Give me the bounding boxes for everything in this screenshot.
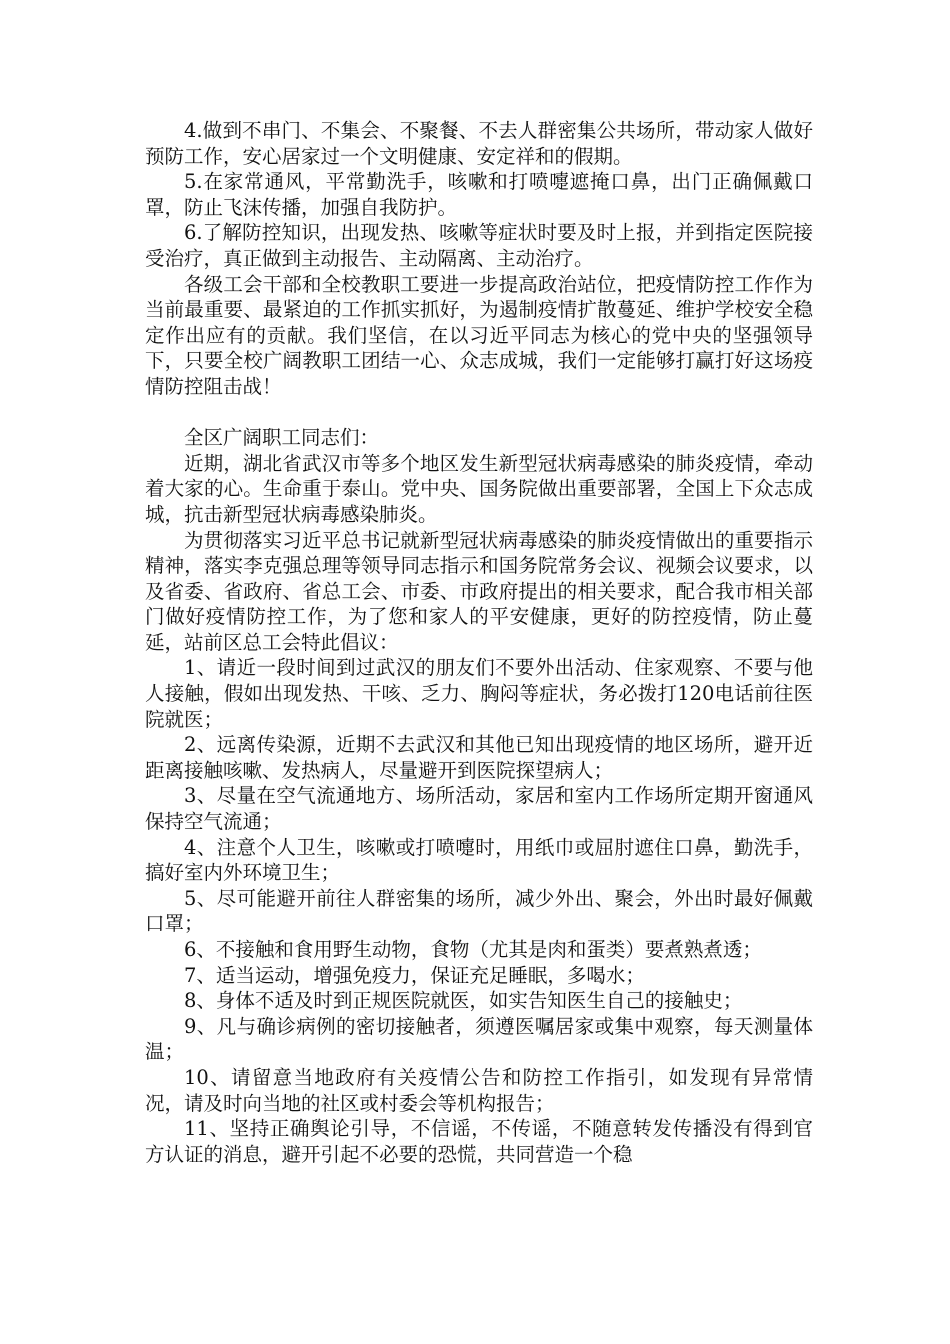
paragraph-measure-4: 4.做到不串门、不集会、不聚餐、不去人群密集公共场所，带动家人做好预防工作，安心居家过一个文明健康、安定祥和的假期。 xyxy=(145,119,813,168)
paragraph-proposal-intro: 为贯彻落实习近平总书记就新型冠状病毒感染的肺炎疫情做出的重要指示精神，落实李克强总理等领导同志指示和国务院常务会议、视频会议要求，以及省委、省政府、省总工会、市委、市政府提出的相关要求，配合我市相关部门做好疫情防控工作，为了您和家人的平安健康，更好的防控疫情，防止蔓延，站前区总工会特此倡议： xyxy=(145,528,813,654)
paragraph-item-9: 9、凡与确诊病例的密切接触者，须遵医嘱居家或集中观察，每天测量体温； xyxy=(145,1014,813,1064)
paragraph-item-1: 1、请近一段时间到过武汉的朋友们不要外出活动、住家观察、不要与他人接触，假如出现发热、干咳、乏力、胸闷等症状，务必拨打120电话前往医院就医； xyxy=(145,656,813,731)
paragraph-item-8: 8、身体不适及时到正规医院就医，如实告知医生自己的接触史； xyxy=(184,989,743,1013)
document-page xyxy=(145,118,813,1167)
paragraph-item-7: 7、适当运动，增强免疫力，保证充足睡眠，多喝水； xyxy=(184,963,645,987)
paragraph-item-2: 2、远离传染源，近期不去武汉和其他已知出现疫情的地区场所，避开近距离接触咳嗽、发热病人，尽量避开到医院探望病人； xyxy=(145,733,813,782)
paragraph-item-10: 10、请留意当地政府有关疫情公告和防控工作指引，如发现有异常情况，请及时向当地的社区或村委会等机构报告； xyxy=(145,1065,813,1115)
paragraph-item-11: 11、坚持正确舆论引导，不信谣，不传谣，不随意转发传播没有得到官方认证的消息，避开引起不必要的恐慌，共同营造一个稳 xyxy=(145,1117,813,1166)
paragraph-measure-5: 5.在家常通风，平常勤洗手，咳嗽和打喷嚏遮掩口鼻，出门正确佩戴口罩，防止飞沫传播，加强自我防护。 xyxy=(145,170,813,219)
paragraph-item-4: 4、注意个人卫生，咳嗽或打喷嚏时，用纸巾或屈肘遮住口鼻，勤洗手，搞好室内外环境卫生； xyxy=(145,835,813,885)
section-spacer xyxy=(145,400,813,426)
paragraph-item-6: 6、不接触和食用野生动物，食物（尤其是肉和蛋类）要煮熟煮透； xyxy=(184,938,762,961)
paragraph-item-3: 3、尽量在空气流通地方、场所活动，家居和室内工作场所定期开窗通风保持空气流通； xyxy=(145,784,813,834)
section-school-union-measures xyxy=(145,118,813,400)
paragraph-background: 近期，湖北省武汉市等多个地区发生新型冠状病毒感染的肺炎疫情，牵动着大家的心。生命重于泰山。党中央、国务院做出重要部署，全国上下众志成城，抗击新型冠状病毒感染肺炎。 xyxy=(145,451,813,526)
paragraph-measure-6: 6.了解防控知识，出现发热、咳嗽等症状时要及时上报，并到指定医院接受治疗，真正做到主动报告、主动隔离、主动治疗。 xyxy=(145,221,813,270)
paragraph-item-5: 5、尽可能避开前往人群密集的场所，减少外出、聚会，外出时最好佩戴口罩； xyxy=(145,886,813,936)
paragraph-conclusion: 各级工会干部和全校教职工要进一步提高政治站位，把疫情防控工作作为当前最重要、最紧迫的工作抓实抓好，为遏制疫情扩散蔓延、维护学校安全稳定作出应有的贡献。我们坚信，在以习近平同志为核心的党中央的坚强领导下，只要全校广阔教职工团结一心、众志成城，我们一定能够打赢打好这场疫情防控阻击战！ xyxy=(145,272,813,398)
section-district-union-proposal xyxy=(145,425,813,1167)
paragraph-salutation: 全区广阔职工同志们： xyxy=(184,426,380,450)
